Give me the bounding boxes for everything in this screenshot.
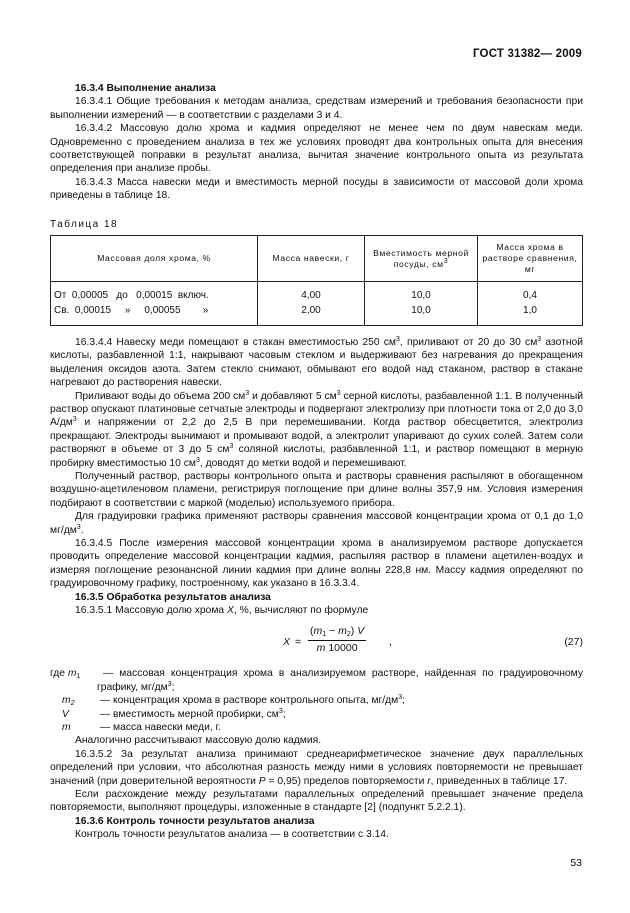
paragraph-spray-solution: Полученный раствор, растворы контрольного опыта и растворы сравнения распыляют в обогащенном воздушно-ацетиленовом пламени, регистрируя поглощение при длине волны 357,9 нм. Условия измерения подбирают в соответствии с маркой (моделью) используемого прибора.: [50, 470, 583, 509]
text-run: m: [67, 668, 77, 680]
text-run: , приливают от 20 до 30 см: [399, 336, 538, 348]
legend-symbol: [50, 708, 97, 721]
text-run: и добавляют 5 см: [249, 390, 337, 402]
unit-superscript: 3: [167, 680, 172, 688]
text-run: 16.3.5.1 Массовую долю хрома: [75, 605, 227, 616]
table-header-row: [51, 236, 583, 282]
legend-item: [50, 694, 583, 707]
text-run: масса навески меди, г.: [113, 722, 221, 734]
formula-number: (27): [564, 636, 583, 649]
formula-token: 1: [322, 631, 327, 639]
cell-chrome-mass: 0,4: [478, 282, 583, 304]
legend-item: [50, 667, 583, 694]
text-run: Приливают воды до объема 200 см: [75, 390, 246, 402]
formula-token: (: [310, 625, 314, 638]
cell-chrome-mass: 1,0: [478, 303, 583, 325]
formula-token: m: [316, 641, 326, 654]
symbol-p: P: [258, 775, 266, 787]
text-run: соляной кислоты, разбавленной 1:1, и раствор помещают в мерную пробирку вместимостью 10 см: [50, 444, 583, 469]
text-run: 16.3.5.2 За результат анализа принимают среднеарифметическое значение двух параллельных определений при условии, что абсолютная разность между ними в условиях повторяемости не превышает значений (при доверительной вероятности: [50, 748, 583, 787]
page-number: 53: [570, 857, 582, 869]
text-run: —: [97, 708, 114, 720]
paragraph-16-3-4-2: 16.3.4.2 Массовую долю хрома и кадмия определяют не менее чем по двум навескам меди. Одновременно с проведением анализа в тех же условиях проводят два контрольных опыта для внесения соответствующей поправки в результат анализа, вычитая значение контрольного опыта из результата определения при анализе пробы.: [50, 123, 583, 175]
cell-volume: 10,0: [365, 303, 478, 325]
unit-superscript: 3: [537, 335, 542, 343]
text-run: —: [97, 695, 114, 707]
paragraph-16-3-5-2: [50, 748, 583, 788]
formula-denominator: [308, 641, 366, 655]
text-run: ;: [282, 708, 286, 720]
text-run: —: [97, 722, 114, 734]
text-run: концентрация хрома в растворе контрольного опыта, мг/дм: [113, 695, 399, 707]
text-run: 16.3.4.4 Навеску меди помещают в стакан вместимостью 250 см: [75, 336, 397, 348]
paragraph-accuracy-control: Контроль точности результатов анализа — в соответствии с 3.14.: [75, 829, 389, 841]
col-header-reference-chrome: Масса хрома в растворе сравнения, мг: [478, 236, 583, 282]
text-run: серной кислоты, разбавленной 1:1. В полученный раствор опускают платиновые сетчатые электроды и подвергают электролизу при плотности тока от 2,0 до 3,0 А/дм: [50, 390, 584, 429]
unit-superscript: 3: [396, 335, 400, 343]
table-caption: Таблица 18: [50, 218, 119, 230]
text-run: m: [62, 695, 71, 707]
formula-token: 2: [346, 631, 351, 639]
cell-volume: 10,0: [365, 282, 478, 304]
text-run: , приведенных в таблице 17.: [430, 775, 568, 787]
text-run: Для градуировки графика применяют растворы сравнения массовой концентрации хрома от 0,1 до 1,0 мг/дм: [50, 511, 583, 536]
text-run: ;: [402, 695, 406, 707]
legend-item: [50, 708, 583, 721]
paragraph-repeatability: Если расхождение между результатами параллельных определений превышает значение предела повторяемости, выполняют процедуры, изложенные в стандарте [2] (подпункт 5.2.2.1).: [50, 789, 583, 814]
legend-description: [97, 721, 583, 734]
unit-superscript: 3: [443, 257, 449, 265]
unit-superscript: 3: [229, 443, 234, 451]
paragraph-16-3-4-3: 16.3.4.3 Масса навески меди и вместимость мерной посуды в зависимости от массовой доли хрома приведены в таблице 18.: [50, 176, 583, 202]
unit-superscript: 3: [398, 694, 403, 702]
col-header-sample-mass: Масса навески, г: [258, 236, 365, 282]
section-heading-16-3-6: 16.3.6 Контроль точности результатов анализа: [75, 815, 315, 827]
text-run: = 0,95) пределов повторяемости: [265, 775, 428, 787]
text-run: массовая концентрация хрома в анализируемом растворе, найденная по градуировочному графику, мг/дм: [97, 668, 583, 693]
text-run: вместимость мерной пробирки, см: [113, 708, 279, 720]
formula-token: m: [313, 625, 323, 638]
text-run: .: [80, 524, 84, 536]
paragraph-16-3-4-5: 16.3.4.5 После измерения массовой концентрации хрома в анализируемом растворе допускается проводить определение массовой концентрации кадмия, распыляя раствор в пламени ацетилен-воздух и измеряя поглощение резонансной линии кадмия при длине волны 228,8 нм. Массу кадмия определяют по градуировочному графику, построенному, как указано в 16.3.3.4.: [50, 537, 583, 590]
paragraph-cadmium-similarly: Аналогично рассчитывают массовую долю кадмия.: [75, 735, 322, 747]
text-run: азотной кислоты, разбавленной 1:1, накрывают часовым стеклом и выдерживают без нагревания до прекращения выделения оксидов азота. Затем стекло снимают, обмывают его водой над стаканом, раствор в стакане нагревают до растворения навески.: [50, 336, 584, 389]
text-run: ;: [171, 681, 175, 693]
paragraph-calibration: [50, 510, 583, 537]
text-run: , доводят до метки водой и перемешивают.: [199, 457, 407, 469]
legend-item: [50, 721, 583, 734]
unit-superscript: 3: [195, 456, 200, 464]
legend-description: [97, 694, 583, 707]
legend-symbol: [50, 721, 97, 734]
symbol-r: r: [427, 775, 431, 787]
text-run: где: [50, 668, 68, 680]
cell-range: От 0,00005 до 0,00015 включ.: [51, 282, 258, 304]
text-run: m: [62, 722, 71, 734]
unit-superscript: 3: [336, 389, 341, 397]
text-run: —: [97, 668, 120, 680]
cell-mass: 4,00: [258, 282, 365, 304]
formula-token: m: [338, 625, 347, 638]
formula-legend: [50, 667, 583, 734]
text-run: , %, вычисляют по формуле: [233, 605, 369, 616]
text-run: V: [62, 708, 69, 720]
formula-token: 10000: [325, 641, 358, 654]
paragraph-16-3-5-1: [50, 604, 583, 617]
formula-27: [50, 623, 583, 663]
table-row: [51, 303, 583, 325]
paragraph-16-3-4-4: [50, 336, 583, 390]
unit-superscript: 3: [72, 416, 77, 424]
symbol-x: X: [226, 605, 234, 616]
section-heading-16-3-5: 16.3.5 Обработка результатов анализа: [75, 591, 271, 603]
formula-token: ): [350, 625, 355, 638]
formula-lhs: X: [283, 636, 291, 649]
unit-superscript: 3: [76, 523, 81, 531]
unit-superscript: 3: [245, 389, 250, 397]
legend-symbol: [50, 667, 97, 694]
formula-token: −: [326, 625, 339, 638]
unit-superscript: 3: [278, 707, 283, 715]
formula-fraction: [308, 625, 366, 655]
text-run: и напряжении от 2,2 до 2,5 В при перемешивании. Когда раствор обесцветится, электролиз прекращают. Электроды вынимают и промывают водой, а электролит упаривают до сухих солей. Затем соли растворяют в объеме от 3 до 5 см: [50, 417, 583, 456]
document-body: [50, 82, 583, 842]
paragraph-electrolysis: [50, 390, 583, 470]
formula-token: V: [357, 625, 365, 638]
legend-description: [97, 667, 583, 694]
col-header-flask-volume: [365, 236, 478, 282]
text-run: 2: [70, 700, 75, 708]
col-header-flask-volume-text: Вместимость мерной посуды, см: [373, 247, 469, 269]
cell-mass: 2,00: [258, 303, 365, 325]
legend-symbol: [50, 694, 97, 707]
col-header-chrome-fraction: Массовая доля хрома, %: [51, 236, 258, 282]
formula-comma: ,: [389, 636, 392, 649]
document-header: ГОСТ 31382— 2009: [472, 48, 582, 60]
text-run: 1: [76, 673, 81, 681]
section-heading-16-3-4: 16.3.4 Выполнение анализа: [75, 83, 216, 94]
paragraph-16-3-4-1: 16.3.4.1 Общие требования к методам анализа, средствам измерений и требования безопасности при выполнении измерений — в соответствии с разделами 3 и 4.: [50, 96, 583, 121]
legend-description: [97, 708, 583, 721]
table-row: [51, 282, 583, 304]
formula-numerator: [308, 625, 366, 640]
formula-equals: =: [295, 636, 302, 649]
cell-range: Св. 0,00015 » 0,00055 »: [51, 303, 258, 325]
table-18: [50, 235, 583, 326]
